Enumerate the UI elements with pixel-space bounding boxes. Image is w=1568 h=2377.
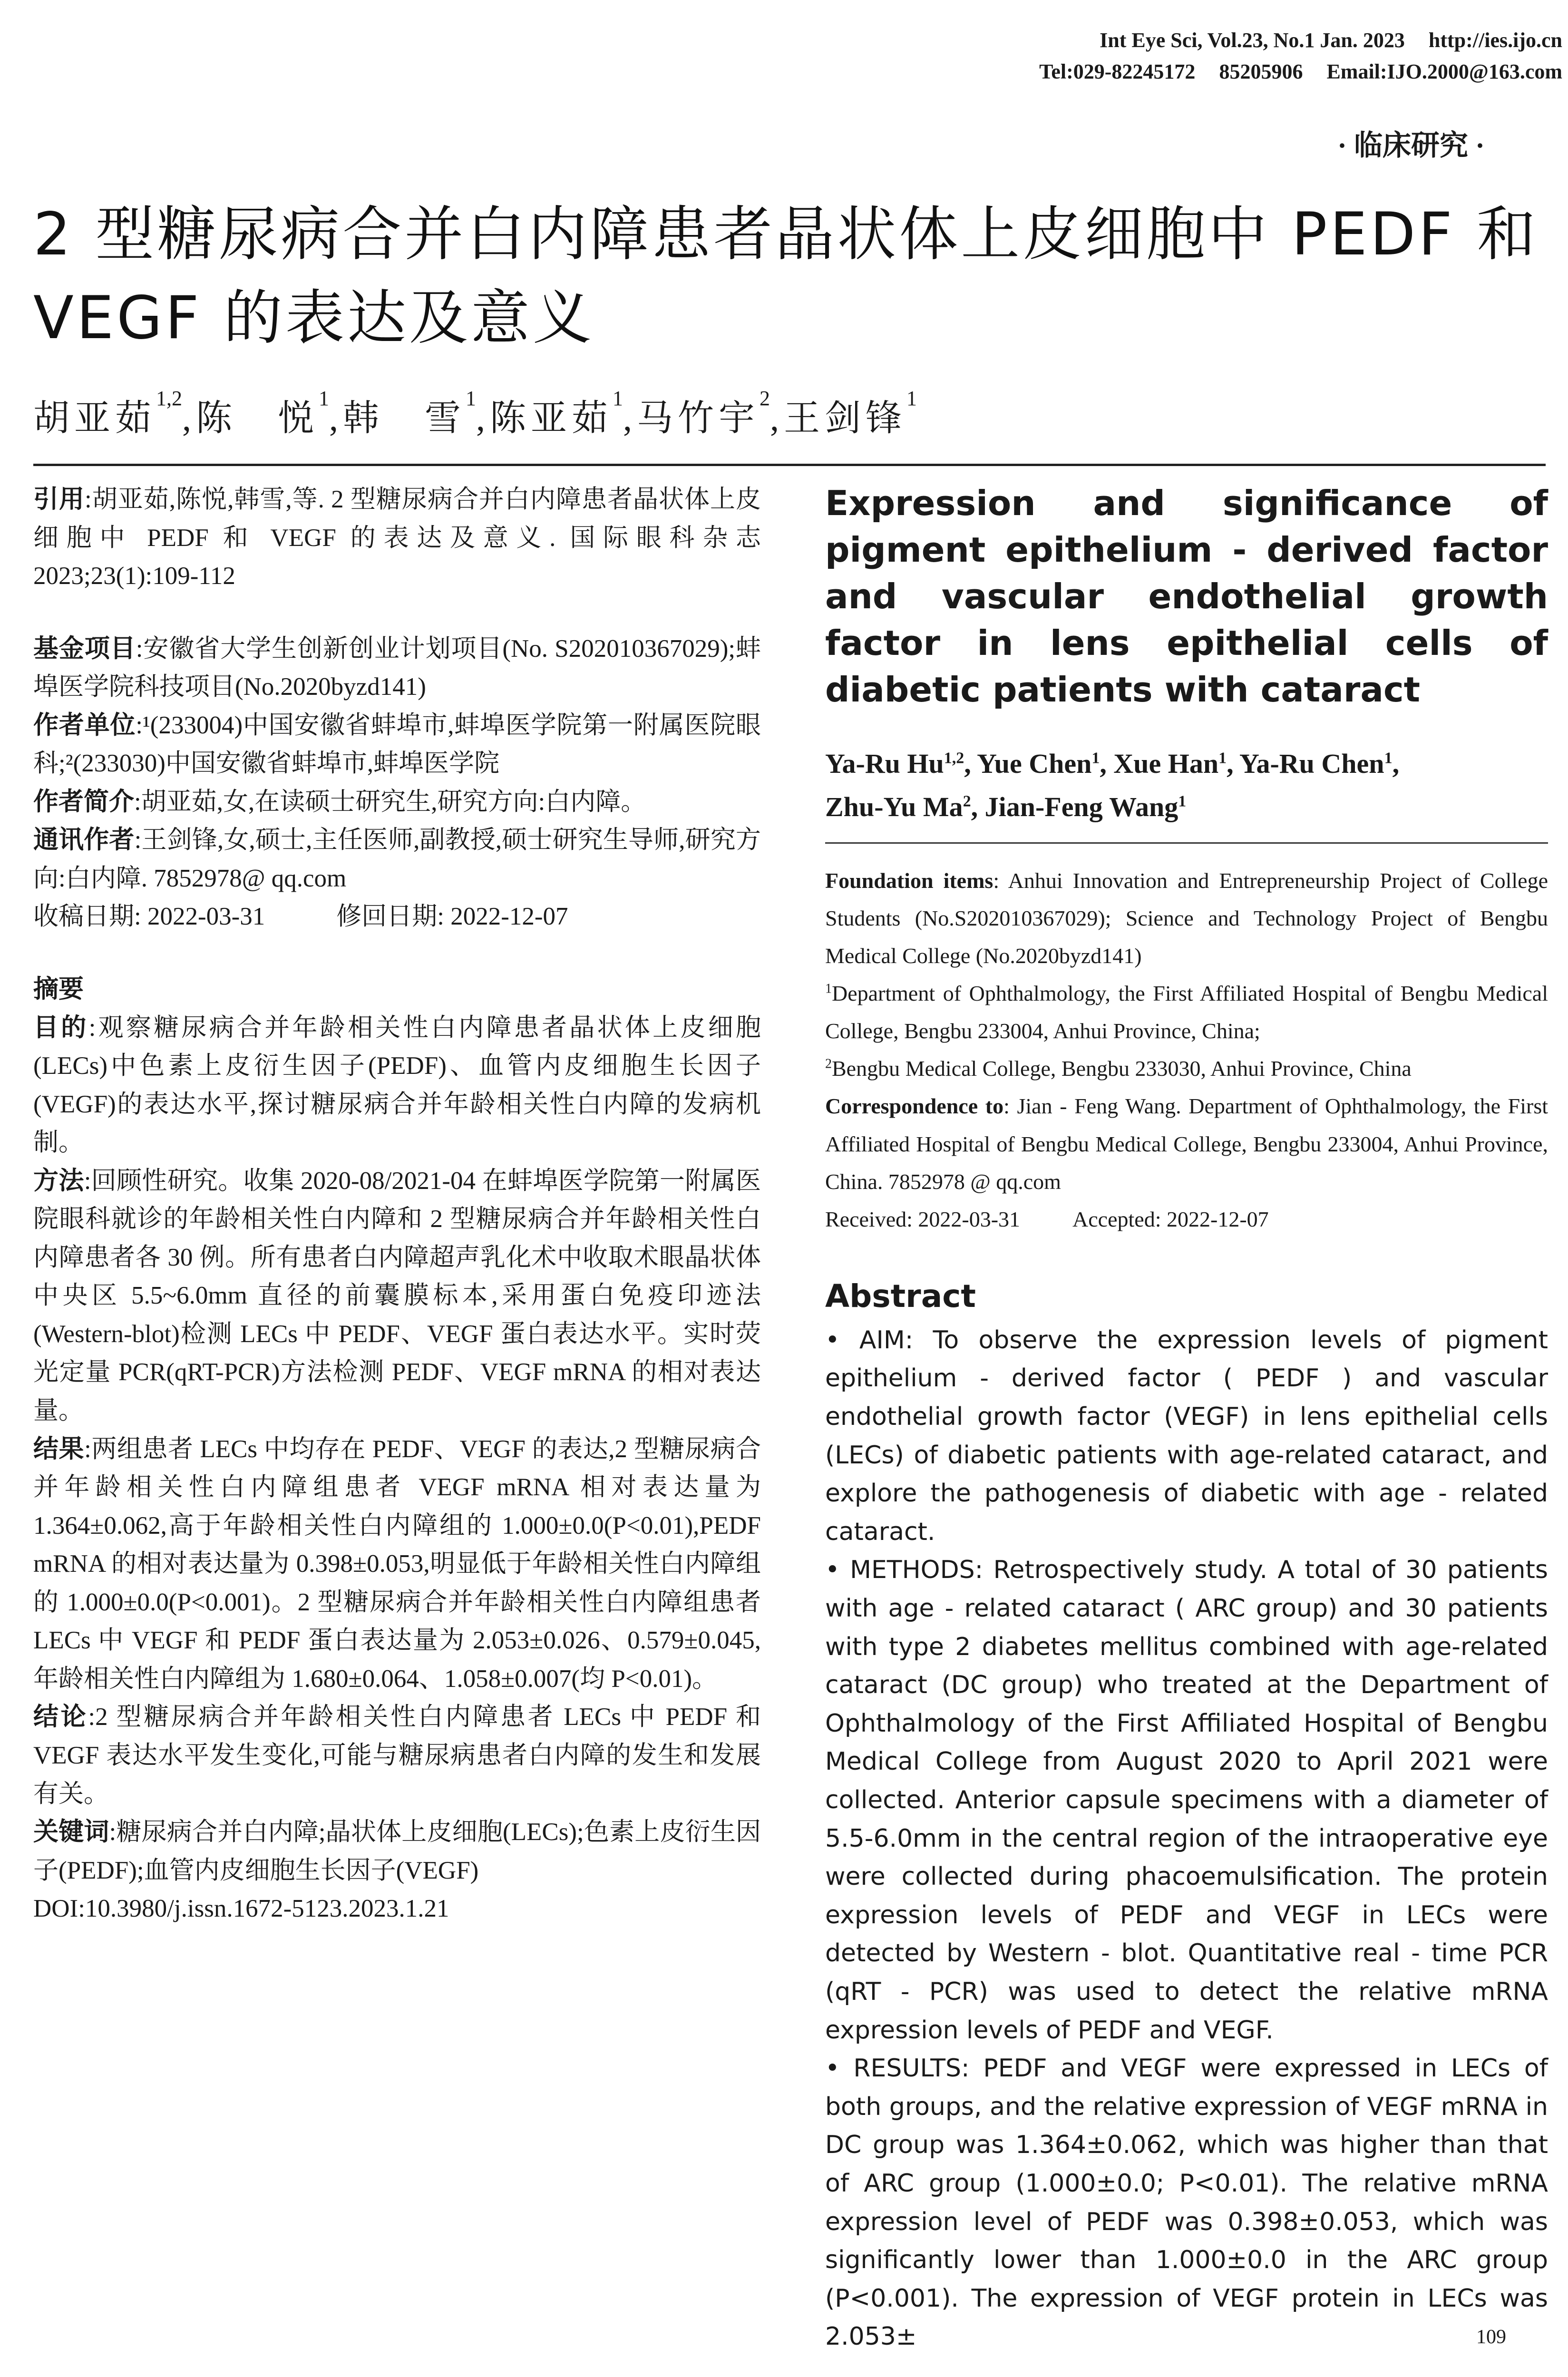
corr-block: 通讯作者:王剑锋,女,硕士,主任医师,副教授,硕士研究生导师,研究方向:白内障. 7852978@ qq.com — [33, 825, 761, 892]
abstract-methods: • METHODS: Retrospectively study. A total of 30 patients with age - related cataract ( ARC group) and 30 patients with type 2 diabetes mellitus combined with age-related cataract (DC group) who treated at the Department of Ophthalmology of the First Affiliated Hospital of Bengbu Medical College from August 2020 to April 2021 were collected. Anterior capsule specimens with a diameter of 5.5-6.0mm in the central region of the intraoperative eye were collected during phacoemulsification. The protein expression levels of PEDF and VEGF in LECs were detected by Western - blot. Quantitative real - time PCR (qRT - PCR) was used to detect the relative mRNA expression levels of PEDF and VEGF. — [825, 1556, 1548, 2045]
journal-tel: Tel:029-82245172 — [1039, 60, 1196, 83]
unit-block: 作者单位:¹(233004)中国安徽省蚌埠市,蚌埠医学院第一附属医院眼科;²(233030)中国安徽省蚌埠市,蚌埠医学院 — [33, 710, 761, 778]
foundation-items: Foundation items: Anhui Innovation and Entrepreneurship Project of College Students (No.S202010367029); Science and Technology Project of Bengbu Medical College (No.2020byzd141) — [825, 868, 1548, 968]
author-4: 陈亚茹$^1$ — [490, 387, 623, 438]
author-3: 韩 雪$^1$ — [343, 387, 476, 438]
right-divider — [825, 842, 1548, 844]
bio-block: 作者简介:胡亚茹,女,在读硕士研究生,研究方向:白内障。 — [33, 787, 646, 816]
english-dates: Received: 2022-03-31 Accepted: 2022-12-07 — [825, 1207, 1269, 1231]
result-block: 结果:两组患者 LECs 中均存在 PEDF、VEGF 的表达,2 型糖尿病合并年龄相关性白内障组患者 VEGF mRNA 相对表达量为 1.364±0.062,高于年龄相关性白内障组的 1.000±0.0(P<0.01),PEDF mRNA 的相对表达量为 0.398±0.053,明显低于年龄相关性白内障组的 1.000±0.0(P<0.001)。2 型糖尿病合并年龄相关性白内障组患者 LECs 中 VEGF 和 PEDF 蛋白表达量为 2.053±0.026、0.579±0.045,年龄相关性白内障组为 1.680±0.064、1.058±0.007(均 P<0.01)。 — [33, 1434, 761, 1693]
conclusion-block: 结论:2 型糖尿病合并年龄相关性白内障患者 LECs 中 PEDF 和 VEGF 表达水平发生变化,可能与糖尿病患者白内障的发生和发展有关。 — [33, 1702, 761, 1808]
revised-date: 修回日期: 2022-12-07 — [336, 903, 568, 931]
journal-tel-2: 85205906 — [1219, 60, 1303, 83]
doi[interactable]: DOI:10.3980/j.issn.1672-5123.2023.1.21 — [33, 1895, 449, 1923]
citation-block: 引用:胡亚茹,陈悦,韩雪,等. 2 型糖尿病合并白内障患者晶状体上皮细胞中 PEDF 和 VEGF 的表达及意义. 国际眼科杂志 2023;23(1):109-112 — [33, 485, 761, 590]
affiliation-1: $^1$Department of Ophthalmology, the First Affiliated Hospital of Bengbu Medical College, Bengbu 233004, Anhui Province, China; — [825, 981, 1548, 1043]
abstract-heading-cn: 摘要 — [33, 974, 84, 1004]
english-title: Expression and significance of pigment epithelium - derived factor and vascular endothelial growth factor in lens epithelial cells of diabetic patients with cataract — [825, 483, 1548, 710]
journal-website[interactable]: http://ies.ijo.cn — [1428, 29, 1562, 52]
affiliation-2: $^2$Bengbu Medical College, Bengbu 233030, Anhui Province, China — [825, 1056, 1412, 1081]
correspondence: Correspondence to: Jian - Feng Wang. Department of Ophthalmology, the First Affiliated Hospital of Bengbu Medical College, Bengbu 233004, Anhui Province, China. 7852978 @ qq.com — [825, 1094, 1548, 1194]
left-column — [33, 480, 761, 1928]
author-6: 王剑锋$^1$ — [784, 387, 917, 438]
english-author-list: Ya-Ru Hu$^{1,2}$, Yue Chen$^1$, Xue Han$^1$, Ya-Ru Chen$^1$, Zhu-Yu Ma$^2$, Jian-Feng Wang$^1$ — [825, 748, 1400, 823]
page-number: 109 — [1476, 2326, 1506, 2348]
fund-block: 基金项目:安徽省大学生创新创业计划项目(No. S202010367029);蚌埠医学院科技项目(No.2020byzd141) — [33, 633, 761, 701]
abstract-aim: • AIM: To observe the expression levels of pigment epithelium - derived factor ( PEDF ) and vascular endothelial growth factor (VEGF) in lens epithelial cells (LECs) of diabetic patients with age-related cataract, and explore the pathogenesis of diabetic with age - related cataract. — [825, 1325, 1548, 1546]
dates-block — [33, 897, 761, 936]
journal-email[interactable]: Email:IJO.2000@163.com — [1326, 60, 1562, 83]
right-column — [825, 480, 1548, 2356]
keywords-block: 关键词:糖尿病合并白内障;晶状体上皮细胞(LECs);色素上皮衍生因子(PEDF);血管内皮细胞生长因子(VEGF) — [33, 1817, 761, 1884]
author-2: 陈 悦$^1$ — [196, 387, 329, 438]
author-5: 马竹宇$^2$ — [637, 387, 770, 438]
author-list: 胡亚茹$^{1,2}$,陈 悦$^1$,韩 雪$^1$,陈亚茹$^1$,马竹宇$^2$,王剑锋$^1$ — [33, 387, 917, 438]
received-date: 收稿日期: 2022-03-31 — [33, 903, 265, 931]
header-divider — [33, 464, 1546, 466]
abstract-heading-en: Abstract — [825, 1277, 976, 1315]
section-tag: · 临床研究 · — [1337, 130, 1485, 161]
aim-block: 目的:观察糖尿病合并年龄相关性白内障患者晶状体上皮细胞(LECs)中色素上皮衍生因子(PEDF)、血管内皮细胞生长因子(VEGF)的表达水平,探讨糖尿病合并年龄相关性白内障的发病机制。 — [33, 1013, 761, 1157]
author-1: 胡亚茹$^{1,2}$ — [33, 387, 182, 438]
abstract-results: • RESULTS: PEDF and VEGF were expressed in LECs of both groups, and the relative expression of VEGF mRNA in DC group was 1.364±0.062, which was higher than that of ARC group (1.000±0.0; P<0.01). The relative mRNA expression level of PEDF was 0.398±0.053, which was significantly lower than 1.000±0.0 in the ARC group (P<0.001). The expression of VEGF protein in LECs was 2.053± — [825, 2054, 1548, 2351]
journal-citation-line: Int Eye Sci, Vol.23, No.1 Jan. 2023 — [1100, 29, 1405, 52]
journal-header — [1015, 25, 1562, 88]
method-block: 方法:回顾性研究。收集 2020-08/2021-04 在蚌埠医学院第一附属医院眼科就诊的年龄相关性白内障和 2 型糖尿病合并年龄相关性白内障患者各 30 例。所有患者白内障超声乳化术中收取术眼晶状体中央区 5.5~6.0mm 直径的前囊膜标本,采用蛋白免疫印迹法(Western-blot)检测 LECs 中 PEDF、VEGF 蛋白表达水平。实时荧光定量 PCR(qRT-PCR)方法检测 PEDF、VEGF mRNA 的相对表达量。 — [33, 1166, 761, 1425]
english-footnotes — [825, 862, 1548, 1238]
article-title: 2 型糖尿病合并白内障患者晶状体上皮细胞中 PEDF 和 VEGF 的表达及意义 — [33, 200, 1539, 353]
